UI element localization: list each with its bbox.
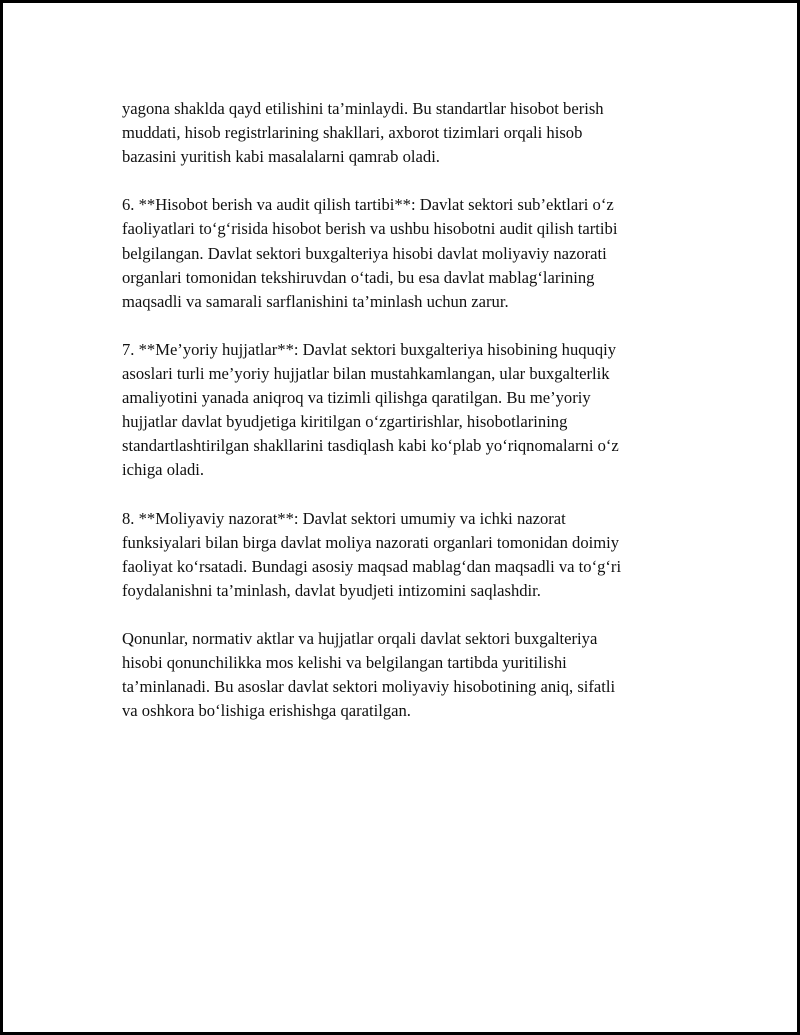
text-line: yagona shaklda qayd etilishini ta’minlaydi. Bu standartlar hisobot berish	[122, 99, 604, 118]
text-line: 6. **Hisobot berish va audit qilish tartibi**: Davlat sektori sub’ektlari o‘z	[122, 195, 614, 215]
text-line: maqsadli va samarali sarflanishini ta’minlash uchun zarur.	[122, 291, 509, 311]
document-body	[122, 97, 697, 748]
text-line: standartlashtirilgan shakllarini tasdiqlash kabi ko‘plab yo‘riqnomalarni o‘z	[122, 436, 619, 456]
text-line: amaliyotini yanada aniqroq va tizimli qilishga qaratilgan. Bu me’yoriy	[122, 388, 591, 408]
text-line: asoslari turli me’yoriy hujjatlar bilan mustahkamlangan, ular buxgalterlik	[122, 364, 610, 384]
text-line: Qonunlar, normativ aktlar va hujjatlar orqali davlat sektori buxgalteriya	[122, 629, 598, 649]
text-line: muddati, hisob registrlarining shakllari, axborot tizimlari orqali hisob	[122, 123, 583, 143]
text-line: organlari tomonidan tekshiruvdan o‘tadi, bu esa davlat mablag‘larining	[122, 267, 595, 287]
text-line: va oshkora bo‘lishiga erishishga qaratilgan.	[122, 701, 411, 721]
paragraph-item-6-reporting-audit	[122, 193, 697, 313]
paragraph-conclusion	[122, 627, 697, 723]
paragraph-item-8-financial-control	[122, 507, 697, 603]
text-line: bazasini yuritish kabi masalalarni qamrab oladi.	[122, 147, 440, 167]
text-line: belgilangan. Davlat sektori buxgalteriya hisobi davlat moliyaviy nazorati	[122, 243, 607, 263]
text-line: ichiga oladi.	[122, 460, 205, 480]
text-line: foydalanishni ta’minlash, davlat byudjeti intizomini saqlashdir.	[122, 580, 541, 600]
paragraph-item-7-normative-documents	[122, 338, 697, 483]
text-line: funksiyalari bilan birga davlat moliya nazorati organlari tomonidan doimiy	[122, 532, 620, 552]
text-line: hisobi qonunchilikka mos kelishi va belgilangan tartibda yuritilishi	[122, 653, 567, 673]
text-line: 7. **Me’yoriy hujjatlar**: Davlat sektori buxgalteriya hisobining huquqiy	[122, 339, 617, 359]
paragraph-standards-continuation	[122, 97, 697, 169]
text-line: 8. **Moliyaviy nazorat**: Davlat sektori umumiy va ichki nazorat	[122, 508, 566, 528]
text-line: faoliyat ko‘rsatadi. Bundagi asosiy maqsad mablag‘dan maqsadli va to‘g‘ri	[122, 556, 622, 576]
text-line: hujjatlar davlat byudjetiga kiritilgan o‘zgartirishlar, hisobotlarining	[122, 412, 568, 432]
text-line: ta’minlanadi. Bu asoslar davlat sektori moliyaviy hisobotining aniq, sifatli	[122, 677, 616, 697]
text-line: faoliyatlari to‘g‘risida hisobot berish va ushbu hisobotni audit qilish tartibi	[122, 219, 618, 239]
